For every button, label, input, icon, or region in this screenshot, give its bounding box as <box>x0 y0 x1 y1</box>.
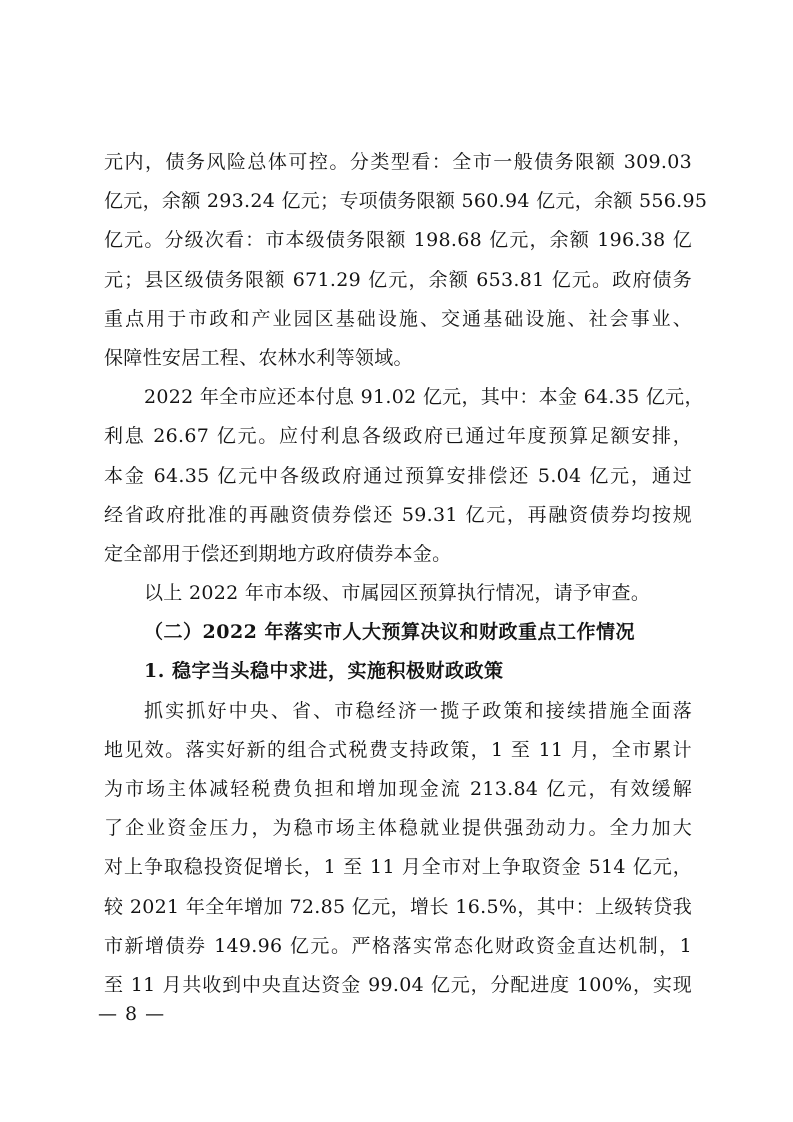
paragraph-review-request: 以上 2022 年市本级、市属园区预算执行情况，请予审查。 <box>144 582 651 605</box>
paragraph-debt-limits <box>104 143 708 378</box>
page-number: — 8 — <box>98 1003 166 1025</box>
text-line: 地见效。落实好新的组合式税费支持政策，1 至 11 月，全市累计 <box>104 738 692 761</box>
text-line: 亿元，余额 293.24 亿元；专项债务限额 560.94 亿元，余额 556.95 <box>104 190 708 213</box>
section-heading: （二）2022 年落实市人大预算决议和财政重点工作情况 <box>144 621 635 644</box>
text-line: 抓实抓好中央、省、市稳经济一揽子政策和接续措施全面落 <box>144 699 692 722</box>
text-line: 定全部用于偿还到期地方政府债券本金。 <box>104 542 452 565</box>
subsection-heading: 1. 稳字当头稳中求进，实施积极财政政策 <box>144 660 504 683</box>
text-line: 元内，债务风险总体可控。分类型看：全市一般债务限额 309.03 <box>104 151 692 173</box>
text-line: 2022 年全市应还本付息 91.02 亿元，其中：本金 64.35 亿元， <box>144 386 704 409</box>
text-line: 元；县区级债务限额 671.29 亿元，余额 653.81 亿元。政府债务 <box>104 268 692 291</box>
text-line: 保障性安居工程、农林水利等领域。 <box>104 346 413 369</box>
text-line: 较 2021 年全年增加 72.85 亿元，增长 16.5%，其中：上级转贷我 <box>104 895 692 918</box>
text-line: 对上争取稳投资促增长，1 至 11 月全市对上争取资金 514 亿元， <box>104 856 692 879</box>
text-line: 重点用于市政和产业园区基础设施、交通基础设施、社会事业、 <box>104 307 692 330</box>
paragraph-fiscal-policy <box>104 692 692 1006</box>
text-line: 经省政府批准的再融资债券偿还 59.31 亿元，再融资债券均按规 <box>104 503 692 526</box>
text-line: 亿元。分级次看：市本级债务限额 198.68 亿元，余额 196.38 亿 <box>104 229 692 252</box>
document-body <box>104 143 708 1005</box>
text-line: 本金 64.35 亿元中各级政府通过预算安排偿还 5.04 亿元，通过 <box>104 464 692 487</box>
text-line: 至 11 月共收到中央直达资金 99.04 亿元，分配进度 100%，实现 <box>104 973 692 996</box>
text-line: 利息 26.67 亿元。应付利息各级政府已通过年度预算足额安排， <box>104 425 692 448</box>
paragraph-debt-repayment <box>104 378 704 574</box>
text-line: 为市场主体减轻税费负担和增加现金流 213.84 亿元，有效缓解 <box>104 778 692 800</box>
text-line: 市新增债券 149.96 亿元。严格落实常态化财政资金直达机制，1 <box>104 934 692 957</box>
text-line: 了企业资金压力，为稳市场主体稳就业提供强劲动力。全力加大 <box>104 817 692 840</box>
